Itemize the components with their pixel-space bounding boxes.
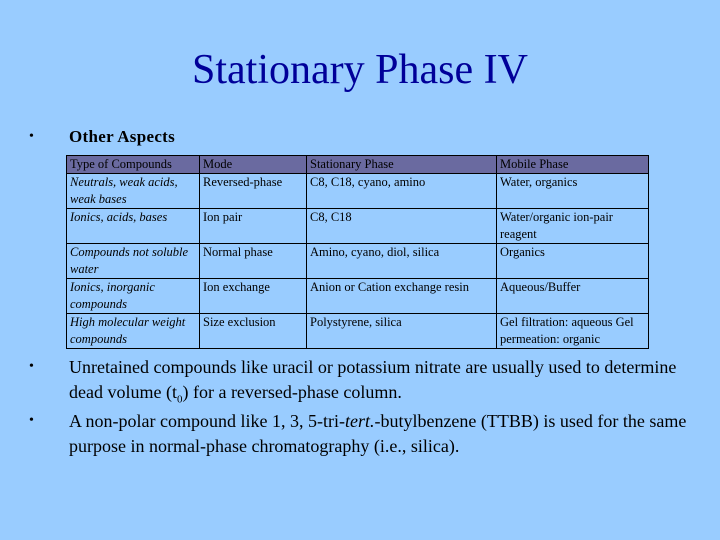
bullet-text-part: A non-polar compound like 1, 3, 5-tri-: [69, 411, 345, 431]
table-cell: C8, C18: [307, 209, 497, 244]
bullet-text: Other Aspects: [69, 127, 176, 146]
bullet-marker: •: [29, 129, 34, 144]
table-cell: Ionics, acids, bases: [67, 209, 200, 244]
italic-tert: tert.: [344, 411, 375, 431]
table-cell: Ion exchange: [200, 279, 307, 314]
table-cell: Size exclusion: [200, 314, 307, 349]
bullet-marker: •: [29, 413, 34, 428]
table-cell: Ionics, inorganic compounds: [67, 279, 200, 314]
header-cell-mode: Mode: [200, 156, 307, 174]
bullet-marker: •: [29, 359, 34, 374]
bullet-text-part: ) for a reversed-phase column.: [182, 382, 402, 402]
table-cell: High molecular weight compounds: [67, 314, 200, 349]
table-cell: Aqueous/Buffer: [497, 279, 649, 314]
table-row: [67, 279, 649, 314]
table-cell: Reversed-phase: [200, 174, 307, 209]
compound-mode-table: [66, 155, 649, 349]
table-row: [67, 244, 649, 279]
bullet-unretained-compounds: [29, 355, 689, 407]
header-cell-type: Type of Compounds: [67, 156, 200, 174]
table-cell: Normal phase: [200, 244, 307, 279]
bullet-non-polar-compound: [29, 409, 689, 461]
table-header-row: [67, 156, 649, 174]
bullet-text: [69, 409, 689, 459]
table-row: [67, 314, 649, 349]
bullet-text-part: Unretained compounds like uracil or potassium nitrate are usually used to determine dead volume (t: [69, 357, 677, 402]
bullet-other-aspects: [29, 125, 329, 149]
table-cell: Water, organics: [497, 174, 649, 209]
table-cell: C8, C18, cyano, amino: [307, 174, 497, 209]
table-cell: Compounds not soluble water: [67, 244, 200, 279]
table-cell: Gel filtration: aqueous Gel permeation: organic: [497, 314, 649, 349]
slide-title: Stationary Phase IV: [192, 47, 528, 93]
table-cell: Amino, cyano, diol, silica: [307, 244, 497, 279]
table-row: [67, 174, 649, 209]
table-cell: Organics: [497, 244, 649, 279]
bullet-text: [69, 355, 689, 405]
table-cell: Anion or Cation exchange resin: [307, 279, 497, 314]
table-cell: Ion pair: [200, 209, 307, 244]
bullet-text-part: -butylbenzene (TTBB) is used for the same purpose in normal-phase chromatography (i.e., silica).: [69, 411, 687, 456]
table-row: [67, 209, 649, 244]
header-cell-mobile: Mobile Phase: [497, 156, 649, 174]
table-cell: Water/organic ion-pair reagent: [497, 209, 649, 244]
table-cell: Polystyrene, silica: [307, 314, 497, 349]
header-cell-stationary: Stationary Phase: [307, 156, 497, 174]
subscript-zero: 0: [176, 393, 183, 406]
table-cell: Neutrals, weak acids, weak bases: [67, 174, 200, 209]
